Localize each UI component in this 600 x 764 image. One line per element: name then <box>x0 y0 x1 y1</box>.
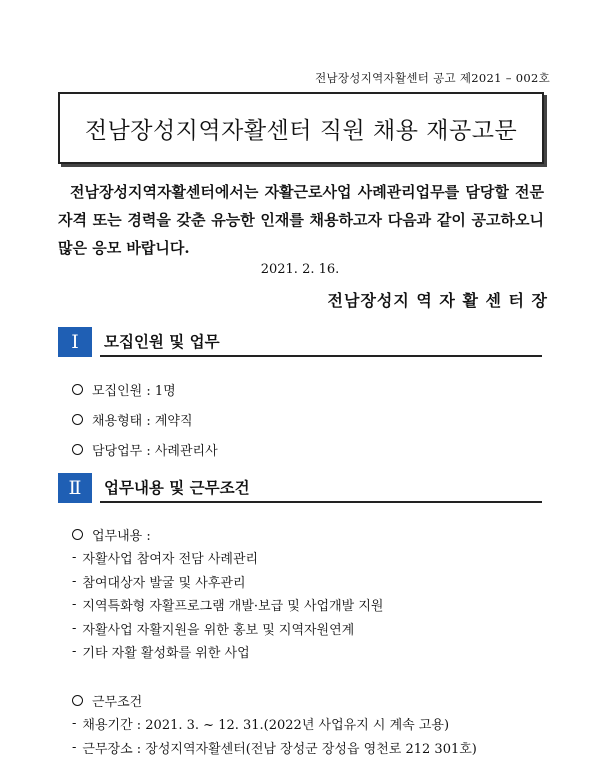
section-1-list <box>72 374 218 464</box>
section-1-number: Ⅰ <box>58 327 92 357</box>
circle-bullet-icon <box>72 444 83 455</box>
section-1-header <box>58 327 542 357</box>
list-item: 근무조건 <box>72 688 142 712</box>
list-item: - 지역특화형 자활프로그램 개발·보급 및 사업개발 지원 <box>72 597 384 615</box>
section-2-header <box>58 473 542 503</box>
circle-bullet-icon <box>72 695 83 706</box>
list-item: 담당업무 : 사례관리사 <box>72 434 218 464</box>
organization-signature: 전남장성지 역 자 활 센 터 장 <box>327 291 548 310</box>
document-title: 전남장성지역자활센터 직원 채용 재공고문 <box>84 117 518 144</box>
document-title-box <box>58 92 544 164</box>
list-item: - 참여대상자 발굴 및 사후관리 <box>72 573 246 591</box>
list-item: 모집인원 : 1명 <box>72 374 218 404</box>
circle-bullet-icon <box>72 529 83 540</box>
list-item: - 근무장소 : 장성지역자활센터(전남 장성군 장성읍 영천로 212 301호) <box>72 739 477 757</box>
circle-bullet-icon <box>72 414 83 425</box>
duties-heading-row <box>72 522 151 546</box>
intro-paragraph: 전남장성지역자활센터에서는 자활근로사업 사례관리업무를 담당할 전문자격 또는 경력을 갖춘 유능한 인재를 채용하고자 다음과 같이 공고하오니 많은 응모 바랍니다. <box>58 183 544 257</box>
section-2-title: 업무내용 및 근무조건 <box>100 473 542 503</box>
list-item: - 채용기간 : 2021. 3. ~ 12. 31.(2022년 사업유지 시 계속 고용) <box>72 716 450 734</box>
section-1-title: 모집인원 및 업무 <box>100 327 542 357</box>
conditions-list <box>72 712 477 759</box>
section-2-number: Ⅱ <box>58 473 92 503</box>
duties-list <box>72 546 383 664</box>
notice-number: 전남장성지역자활센터 공고 제2021 – 002호 <box>315 71 550 85</box>
conditions-heading-row <box>72 688 142 712</box>
circle-bullet-icon <box>72 384 83 395</box>
list-item: 업무내용 : <box>72 522 151 546</box>
list-item: - 자활사업 자활지원을 위한 홍보 및 지역자원연계 <box>72 620 355 638</box>
list-item: 채용형태 : 계약직 <box>72 404 218 434</box>
list-item: - 자활사업 참여자 전담 사례관리 <box>72 550 259 568</box>
list-item: - 기타 자활 활성화를 위한 사업 <box>72 644 250 662</box>
notice-date: 2021. 2. 16. <box>260 262 340 277</box>
